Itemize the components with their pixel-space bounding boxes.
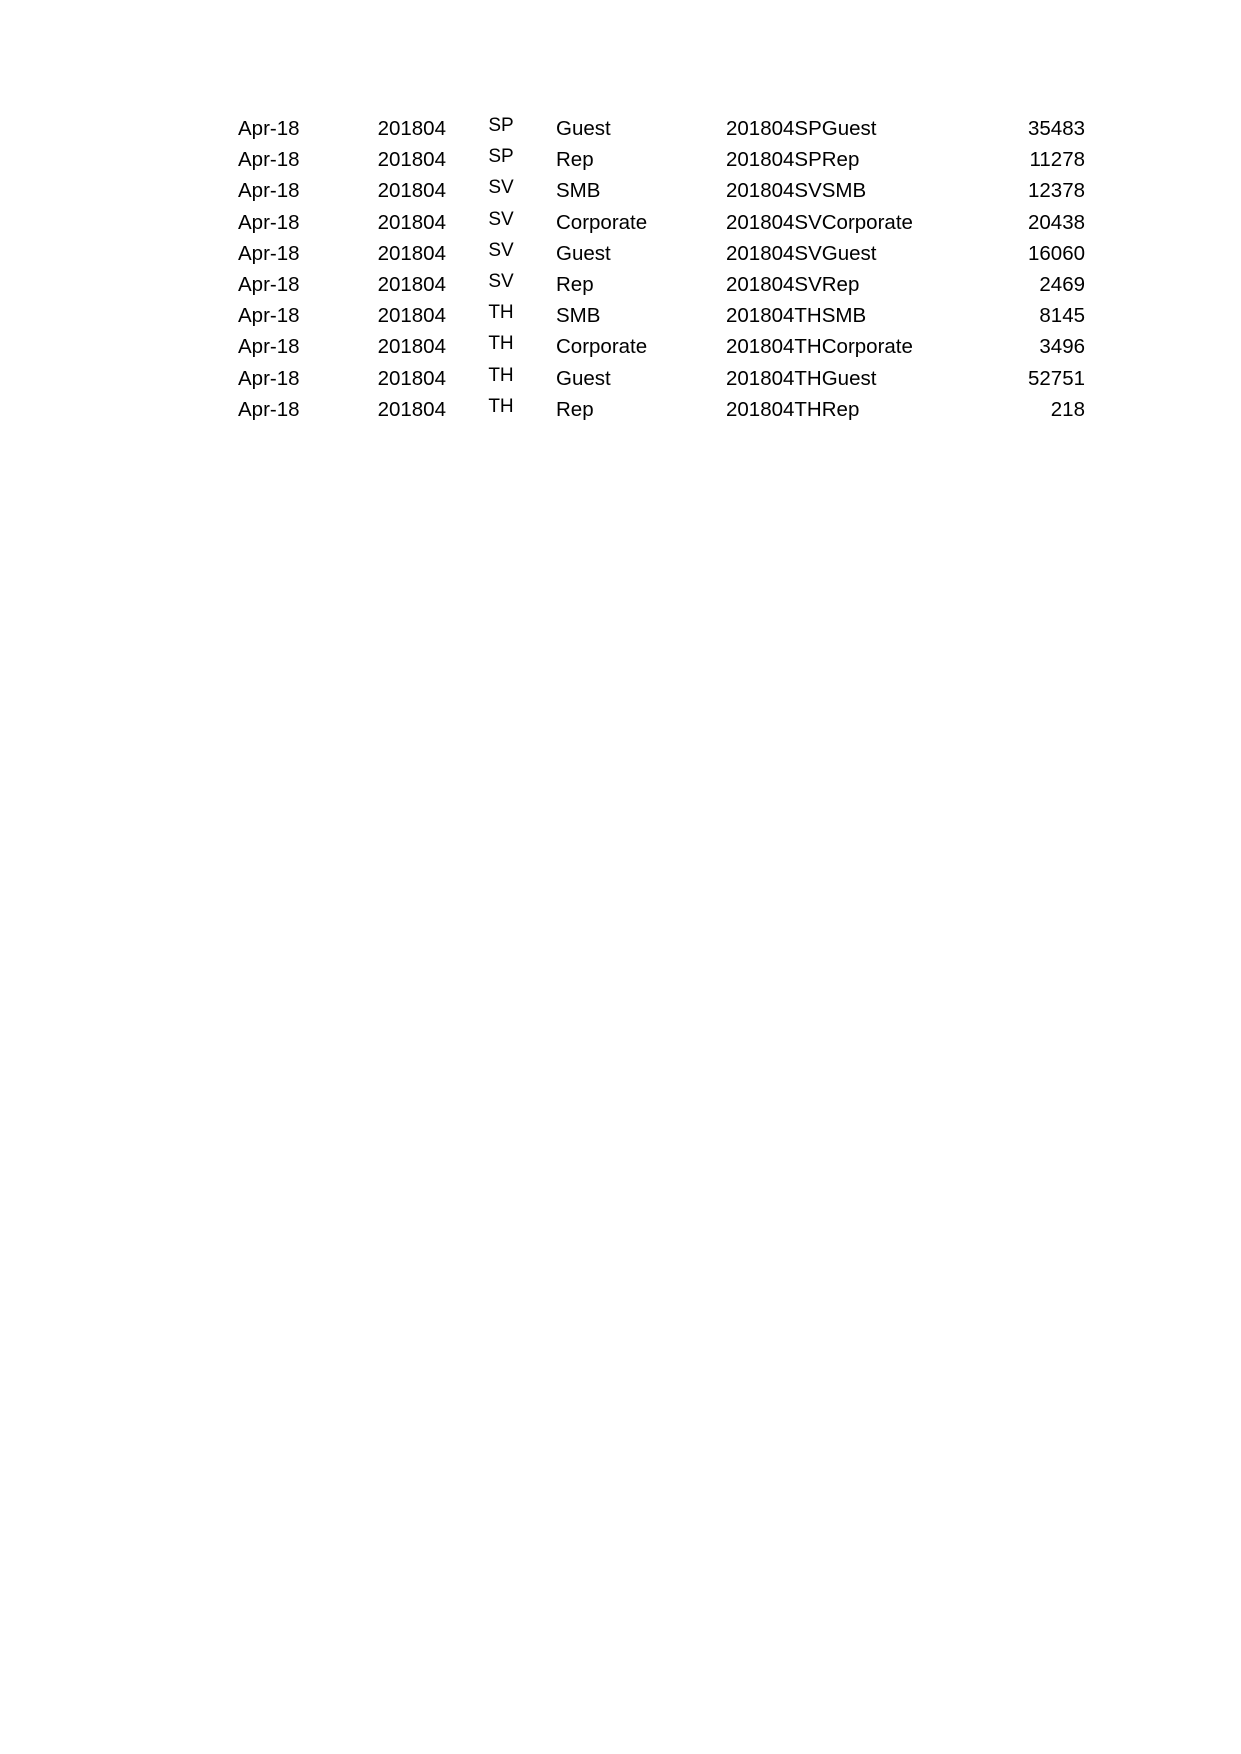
value-cell: 3496 <box>1039 335 1085 359</box>
value-cell: 16060 <box>1027 241 1085 265</box>
month-cell: Apr-18 <box>238 304 300 328</box>
key-cell: 201804THRep <box>726 397 860 421</box>
month-cell: Apr-18 <box>238 179 300 203</box>
segment-cell: Rep <box>556 397 594 421</box>
segment-cell: SMB <box>556 304 601 328</box>
month-cell: Apr-18 <box>238 397 300 421</box>
segment-cell: Corporate <box>556 335 648 359</box>
value-cell: 8145 <box>1039 304 1085 328</box>
key-cell: 201804SPRep <box>726 148 860 172</box>
code-cell: TH <box>488 364 514 386</box>
table-row <box>0 238 1241 269</box>
segment-cell: Rep <box>556 148 594 172</box>
table-row <box>0 331 1241 362</box>
value-cell: 35483 <box>1027 117 1085 140</box>
data-table <box>0 113 1241 425</box>
key-cell: 201804SVCorporate <box>726 210 913 234</box>
key-cell: 201804SPGuest <box>726 117 877 140</box>
value-cell: 12378 <box>1027 179 1085 203</box>
segment-cell: Corporate <box>556 210 648 234</box>
code-cell: SV <box>488 270 514 292</box>
table-row <box>0 394 1241 425</box>
key-cell: 201804SVGuest <box>726 241 877 265</box>
period-cell: 201804 <box>377 241 446 265</box>
code-cell: SP <box>488 146 514 168</box>
table-row <box>0 363 1241 394</box>
segment-cell: Guest <box>556 241 611 265</box>
period-cell: 201804 <box>377 117 446 140</box>
segment-cell: Guest <box>556 117 611 140</box>
month-cell: Apr-18 <box>238 117 300 140</box>
code-cell: SV <box>488 239 514 261</box>
period-cell: 201804 <box>377 366 446 390</box>
table-row <box>0 269 1241 300</box>
month-cell: Apr-18 <box>238 366 300 390</box>
table-row <box>0 175 1241 206</box>
segment-cell: Rep <box>556 272 594 296</box>
code-cell: SV <box>488 177 514 199</box>
segment-cell: SMB <box>556 179 601 203</box>
code-cell: TH <box>488 302 514 324</box>
month-cell: Apr-18 <box>238 272 300 296</box>
table-row <box>0 300 1241 331</box>
value-cell: 2469 <box>1039 272 1085 296</box>
code-cell: SV <box>488 208 514 230</box>
period-cell: 201804 <box>377 397 446 421</box>
period-cell: 201804 <box>377 304 446 328</box>
period-cell: 201804 <box>377 179 446 203</box>
table-row <box>0 207 1241 238</box>
month-cell: Apr-18 <box>238 148 300 172</box>
key-cell: 201804SVSMB <box>726 179 867 203</box>
value-cell: 218 <box>1050 397 1085 421</box>
period-cell: 201804 <box>377 148 446 172</box>
key-cell: 201804THSMB <box>726 304 867 328</box>
period-cell: 201804 <box>377 210 446 234</box>
period-cell: 201804 <box>377 272 446 296</box>
table-row <box>0 113 1241 144</box>
segment-cell: Guest <box>556 366 611 390</box>
code-cell: TH <box>488 395 514 417</box>
code-cell: SP <box>488 115 514 136</box>
key-cell: 201804THCorporate <box>726 335 913 359</box>
key-cell: 201804THGuest <box>726 366 877 390</box>
month-cell: Apr-18 <box>238 241 300 265</box>
value-cell: 52751 <box>1027 366 1085 390</box>
month-cell: Apr-18 <box>238 210 300 234</box>
table-row <box>0 144 1241 175</box>
period-cell: 201804 <box>377 335 446 359</box>
value-cell: 11278 <box>1029 148 1085 172</box>
key-cell: 201804SVRep <box>726 272 860 296</box>
value-cell: 20438 <box>1027 210 1085 234</box>
code-cell: TH <box>488 333 514 355</box>
month-cell: Apr-18 <box>238 335 300 359</box>
